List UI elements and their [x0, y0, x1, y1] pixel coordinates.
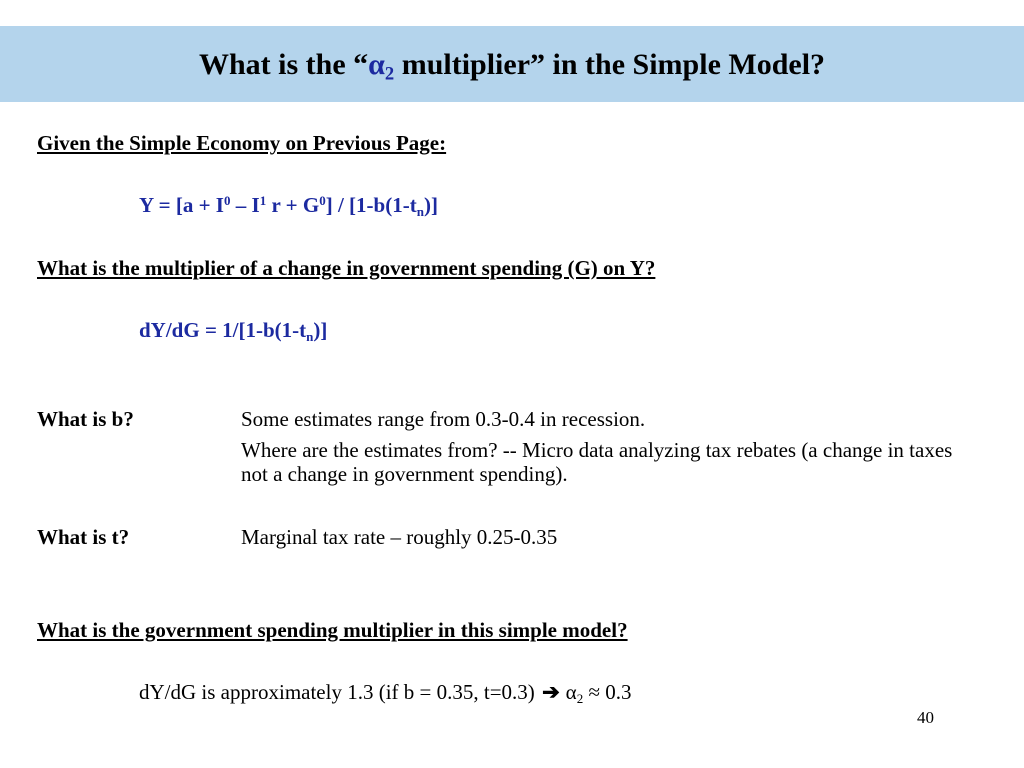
right-arrow-icon: ➔: [542, 680, 560, 704]
given-heading: Given the Simple Economy on Previous Page:: [37, 131, 447, 155]
equation-y: $Y = [a + I^0 - I^1$ $r + G^0] / [1-b(1-t_n)]$: [139, 192, 438, 219]
slide-title: [0, 48, 1024, 85]
multiplier-question: What is the multiplier of a change in government spending (G) on Y?: [37, 256, 656, 280]
title-alpha-symbol: $\alpha_2$: [368, 48, 395, 85]
final-answer: dY/dG is approximately 1.3 (if b = 0.35, t=0.3) ➔ $\alpha_2 \approx 0.3$: [139, 680, 632, 706]
final-question: What is the government spending multiplier in this simple model?: [37, 618, 628, 642]
page-number: 40: [917, 708, 934, 727]
b-answer-source: Where are the estimates from? -- Micro data analyzing tax rebates (a change in taxes not a change in government spending).: [241, 438, 953, 486]
title-suffix: multiplier” in the Simple Model?: [394, 48, 826, 81]
title-prefix: What is the “: [198, 48, 369, 81]
t-question-label: What is t?: [37, 525, 130, 549]
equation-dydg: $dY/dG = 1/[1-b(1-t_n)]$: [139, 318, 328, 344]
t-answer: Marginal tax rate – roughly 0.25-0.35: [241, 525, 558, 549]
b-answer-range: Some estimates range from 0.3-0.4 in recession.: [241, 407, 646, 431]
b-question-label: What is b?: [37, 407, 134, 431]
